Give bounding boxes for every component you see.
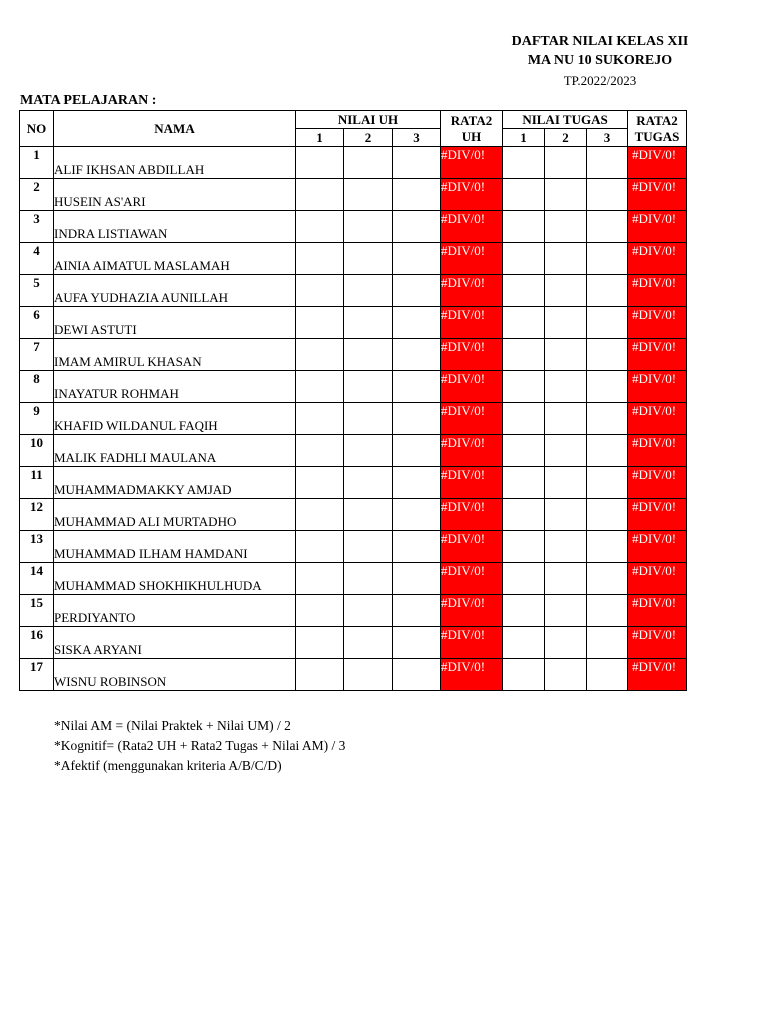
tugas-score-3[interactable] xyxy=(587,659,628,691)
tugas-score-2[interactable] xyxy=(545,339,587,371)
tugas-score-1[interactable] xyxy=(503,467,545,499)
uh-score-2[interactable] xyxy=(344,499,393,531)
uh-score-3[interactable] xyxy=(393,627,441,659)
uh-score-1[interactable] xyxy=(296,147,344,179)
row-number: 12 xyxy=(20,499,54,531)
rata-uh-cell: #DIV/0! xyxy=(441,627,503,659)
rata-uh-cell: #DIV/0! xyxy=(441,339,503,371)
tugas-score-2[interactable] xyxy=(545,275,587,307)
rata-tugas-cell: #DIV/0! xyxy=(628,499,687,531)
student-name: SISKA ARYANI xyxy=(54,627,296,659)
school-year: TP.2022/2023 xyxy=(563,73,637,88)
uh-score-3[interactable] xyxy=(393,435,441,467)
uh-score-1[interactable] xyxy=(296,307,344,339)
uh-score-1[interactable] xyxy=(296,371,344,403)
uh-score-3[interactable] xyxy=(393,595,441,627)
tugas-score-2[interactable] xyxy=(545,371,587,403)
tugas-score-1[interactable] xyxy=(503,243,545,275)
table-row xyxy=(20,211,687,243)
uh-score-2[interactable] xyxy=(344,211,393,243)
row-number: 16 xyxy=(20,627,54,659)
table-row xyxy=(20,275,687,307)
row-number: 1 xyxy=(20,147,54,179)
tugas-score-2[interactable] xyxy=(545,595,587,627)
tugas-score-2[interactable] xyxy=(545,659,587,691)
tugas-score-2[interactable] xyxy=(545,403,587,435)
uh-score-2[interactable] xyxy=(344,435,393,467)
rata-uh-cell: #DIV/0! xyxy=(441,275,503,307)
tugas-score-1[interactable] xyxy=(503,627,545,659)
header-nilai-tugas: NILAI TUGAS xyxy=(503,111,628,129)
uh-score-3[interactable] xyxy=(393,371,441,403)
rata-tugas-cell: #DIV/0! xyxy=(628,275,687,307)
tugas-score-3[interactable] xyxy=(587,307,628,339)
tugas-score-3[interactable] xyxy=(587,563,628,595)
table-row xyxy=(20,627,687,659)
header-rata-tugas-line2: TUGAS xyxy=(634,128,680,144)
tugas-score-2[interactable] xyxy=(545,563,587,595)
tugas-score-3[interactable] xyxy=(587,179,628,211)
rata-uh-cell: #DIV/0! xyxy=(441,307,503,339)
rata-tugas-cell: #DIV/0! xyxy=(628,563,687,595)
note-kognitif: *Kognitif= (Rata2 UH + Rata2 Tugas + Nilai AM) / 3 xyxy=(54,738,346,753)
student-name: HUSEIN AS'ARI xyxy=(54,179,296,211)
uh-score-1[interactable] xyxy=(296,275,344,307)
student-name: INDRA LISTIAWAN xyxy=(54,211,296,243)
table-row xyxy=(20,243,687,275)
rata-tugas-cell: #DIV/0! xyxy=(628,339,687,371)
header-uh-2: 2 xyxy=(344,129,393,147)
table-row xyxy=(20,595,687,627)
tugas-score-1[interactable] xyxy=(503,211,545,243)
rata-tugas-cell: #DIV/0! xyxy=(628,403,687,435)
header-uh-1: 1 xyxy=(296,129,344,147)
tugas-score-3[interactable] xyxy=(587,211,628,243)
tugas-score-1[interactable] xyxy=(503,659,545,691)
header-tugas-1: 1 xyxy=(503,129,545,147)
uh-score-2[interactable] xyxy=(344,403,393,435)
row-number: 9 xyxy=(20,403,54,435)
uh-score-3[interactable] xyxy=(393,563,441,595)
row-number: 17 xyxy=(20,659,54,691)
table-row xyxy=(20,499,687,531)
tugas-score-2[interactable] xyxy=(545,499,587,531)
student-name: DEWI ASTUTI xyxy=(54,307,296,339)
student-name: MUHAMMAD ALI MURTADHO xyxy=(54,499,296,531)
rata-tugas-cell: #DIV/0! xyxy=(628,179,687,211)
table-row xyxy=(20,339,687,371)
uh-score-3[interactable] xyxy=(393,275,441,307)
tugas-score-2[interactable] xyxy=(545,211,587,243)
rata-uh-cell: #DIV/0! xyxy=(441,563,503,595)
rata-uh-cell: #DIV/0! xyxy=(441,659,503,691)
grades-body xyxy=(20,147,687,691)
tugas-score-1[interactable] xyxy=(503,531,545,563)
tugas-score-3[interactable] xyxy=(587,531,628,563)
tugas-score-3[interactable] xyxy=(587,371,628,403)
tugas-score-3[interactable] xyxy=(587,147,628,179)
tugas-score-3[interactable] xyxy=(587,275,628,307)
uh-score-1[interactable] xyxy=(296,563,344,595)
student-name: MUHAMMAD ILHAM HAMDANI xyxy=(54,531,296,563)
rata-uh-cell: #DIV/0! xyxy=(441,435,503,467)
uh-score-1[interactable] xyxy=(296,627,344,659)
tugas-score-2[interactable] xyxy=(545,243,587,275)
note-afektif: *Afektif (menggunakan kriteria A/B/C/D) xyxy=(54,758,282,773)
tugas-score-1[interactable] xyxy=(503,595,545,627)
uh-score-1[interactable] xyxy=(296,179,344,211)
uh-score-2[interactable] xyxy=(344,275,393,307)
uh-score-1[interactable] xyxy=(296,243,344,275)
tugas-score-2[interactable] xyxy=(545,147,587,179)
uh-score-2[interactable] xyxy=(344,147,393,179)
uh-score-2[interactable] xyxy=(344,339,393,371)
table-row xyxy=(20,403,687,435)
rata-uh-cell: #DIV/0! xyxy=(441,211,503,243)
row-number: 7 xyxy=(20,339,54,371)
table-row xyxy=(20,435,687,467)
tugas-score-3[interactable] xyxy=(587,403,628,435)
header-no: NO xyxy=(20,111,54,147)
rata-tugas-cell: #DIV/0! xyxy=(628,211,687,243)
rata-uh-cell: #DIV/0! xyxy=(441,531,503,563)
tugas-score-2[interactable] xyxy=(545,467,587,499)
tugas-score-1[interactable] xyxy=(503,179,545,211)
row-number: 8 xyxy=(20,371,54,403)
rata-uh-cell: #DIV/0! xyxy=(441,243,503,275)
uh-score-3[interactable] xyxy=(393,467,441,499)
uh-score-2[interactable] xyxy=(344,307,393,339)
tugas-score-2[interactable] xyxy=(545,627,587,659)
student-name: IMAM AMIRUL KHASAN xyxy=(54,339,296,371)
student-name: MUHAMMAD SHOKHIKHULHUDA xyxy=(54,563,296,595)
tugas-score-1[interactable] xyxy=(503,371,545,403)
uh-score-1[interactable] xyxy=(296,435,344,467)
uh-score-1[interactable] xyxy=(296,499,344,531)
header-uh-3: 3 xyxy=(393,129,441,147)
student-name: AINIA AIMATUL MASLAMAH xyxy=(54,243,296,275)
tugas-score-1[interactable] xyxy=(503,339,545,371)
header-nama: NAMA xyxy=(54,111,296,147)
uh-score-3[interactable] xyxy=(393,179,441,211)
tugas-score-2[interactable] xyxy=(545,307,587,339)
uh-score-2[interactable] xyxy=(344,467,393,499)
tugas-score-3[interactable] xyxy=(587,595,628,627)
header-tugas-3: 3 xyxy=(587,129,628,147)
tugas-score-2[interactable] xyxy=(545,435,587,467)
uh-score-3[interactable] xyxy=(393,499,441,531)
tugas-score-2[interactable] xyxy=(545,531,587,563)
uh-score-3[interactable] xyxy=(393,403,441,435)
tugas-score-3[interactable] xyxy=(587,243,628,275)
rata-uh-cell: #DIV/0! xyxy=(441,147,503,179)
uh-score-2[interactable] xyxy=(344,179,393,211)
student-name: WISNU ROBINSON xyxy=(54,659,296,691)
grades-table xyxy=(19,110,687,691)
rata-tugas-cell: #DIV/0! xyxy=(628,435,687,467)
rata-uh-cell: #DIV/0! xyxy=(441,595,503,627)
row-number: 14 xyxy=(20,563,54,595)
uh-score-3[interactable] xyxy=(393,659,441,691)
uh-score-3[interactable] xyxy=(393,211,441,243)
tugas-score-1[interactable] xyxy=(503,563,545,595)
rata-tugas-cell: #DIV/0! xyxy=(628,627,687,659)
header-rata-tugas xyxy=(628,111,687,147)
uh-score-2[interactable] xyxy=(344,659,393,691)
row-number: 15 xyxy=(20,595,54,627)
school-name: MA NU 10 SUKOREJO xyxy=(527,53,673,68)
uh-score-2[interactable] xyxy=(344,627,393,659)
table-row xyxy=(20,307,687,339)
table-row xyxy=(20,563,687,595)
uh-score-2[interactable] xyxy=(344,243,393,275)
tugas-score-1[interactable] xyxy=(503,147,545,179)
subject-label: MATA PELAJARAN : xyxy=(20,93,157,108)
table-row xyxy=(20,659,687,691)
row-number: 11 xyxy=(20,467,54,499)
student-name: AUFA YUDHAZIA AUNILLAH xyxy=(54,275,296,307)
tugas-score-3[interactable] xyxy=(587,435,628,467)
table-row xyxy=(20,147,687,179)
header-tugas-2: 2 xyxy=(545,129,587,147)
rata-tugas-cell: #DIV/0! xyxy=(628,595,687,627)
uh-score-1[interactable] xyxy=(296,467,344,499)
row-number: 10 xyxy=(20,435,54,467)
student-name: MALIK FADHLI MAULANA xyxy=(54,435,296,467)
header-rata-uh-line2: UH xyxy=(461,128,482,144)
uh-score-1[interactable] xyxy=(296,595,344,627)
rata-uh-cell: #DIV/0! xyxy=(441,499,503,531)
tugas-score-1[interactable] xyxy=(503,435,545,467)
rata-tugas-cell: #DIV/0! xyxy=(628,659,687,691)
tugas-score-3[interactable] xyxy=(587,339,628,371)
uh-score-1[interactable] xyxy=(296,211,344,243)
uh-score-2[interactable] xyxy=(344,563,393,595)
uh-score-3[interactable] xyxy=(393,531,441,563)
header-rata-uh xyxy=(441,111,503,147)
table-row xyxy=(20,371,687,403)
header-rata-tugas-line1: RATA2 xyxy=(636,112,678,128)
rata-tugas-cell: #DIV/0! xyxy=(628,531,687,563)
uh-score-3[interactable] xyxy=(393,307,441,339)
uh-score-3[interactable] xyxy=(393,243,441,275)
uh-score-3[interactable] xyxy=(393,147,441,179)
uh-score-1[interactable] xyxy=(296,659,344,691)
rata-uh-cell: #DIV/0! xyxy=(441,179,503,211)
row-number: 5 xyxy=(20,275,54,307)
tugas-score-3[interactable] xyxy=(587,627,628,659)
rata-tugas-cell: #DIV/0! xyxy=(628,371,687,403)
rata-tugas-cell: #DIV/0! xyxy=(628,243,687,275)
row-number: 2 xyxy=(20,179,54,211)
student-name: KHAFID WILDANUL FAQIH xyxy=(54,403,296,435)
student-name: PERDIYANTO xyxy=(54,595,296,627)
table-row xyxy=(20,467,687,499)
row-number: 4 xyxy=(20,243,54,275)
header-rata-uh-line1: RATA2 xyxy=(450,112,493,128)
student-name: MUHAMMADMAKKY AMJAD xyxy=(54,467,296,499)
uh-score-1[interactable] xyxy=(296,403,344,435)
uh-score-2[interactable] xyxy=(344,371,393,403)
note-nilai-am: *Nilai AM = (Nilai Praktek + Nilai UM) / 2 xyxy=(54,718,291,733)
uh-score-2[interactable] xyxy=(344,531,393,563)
tugas-score-1[interactable] xyxy=(503,275,545,307)
uh-score-1[interactable] xyxy=(296,339,344,371)
rata-tugas-cell: #DIV/0! xyxy=(628,307,687,339)
student-name: INAYATUR ROHMAH xyxy=(54,371,296,403)
row-number: 13 xyxy=(20,531,54,563)
row-number: 6 xyxy=(20,307,54,339)
tugas-score-2[interactable] xyxy=(545,179,587,211)
document-title: DAFTAR NILAI KELAS XII xyxy=(511,34,689,49)
tugas-score-3[interactable] xyxy=(587,499,628,531)
uh-score-3[interactable] xyxy=(393,339,441,371)
notes-block xyxy=(54,716,345,776)
row-number: 3 xyxy=(20,211,54,243)
tugas-score-1[interactable] xyxy=(503,307,545,339)
table-row xyxy=(20,531,687,563)
rata-tugas-cell: #DIV/0! xyxy=(628,147,687,179)
tugas-score-1[interactable] xyxy=(503,403,545,435)
rata-uh-cell: #DIV/0! xyxy=(441,467,503,499)
header-nilai-uh: NILAI UH xyxy=(296,111,441,129)
student-name: ALIF IKHSAN ABDILLAH xyxy=(54,147,296,179)
uh-score-1[interactable] xyxy=(296,531,344,563)
uh-score-2[interactable] xyxy=(344,595,393,627)
rata-uh-cell: #DIV/0! xyxy=(441,403,503,435)
tugas-score-1[interactable] xyxy=(503,499,545,531)
rata-tugas-cell: #DIV/0! xyxy=(628,467,687,499)
table-row xyxy=(20,179,687,211)
tugas-score-3[interactable] xyxy=(587,467,628,499)
rata-uh-cell: #DIV/0! xyxy=(441,371,503,403)
